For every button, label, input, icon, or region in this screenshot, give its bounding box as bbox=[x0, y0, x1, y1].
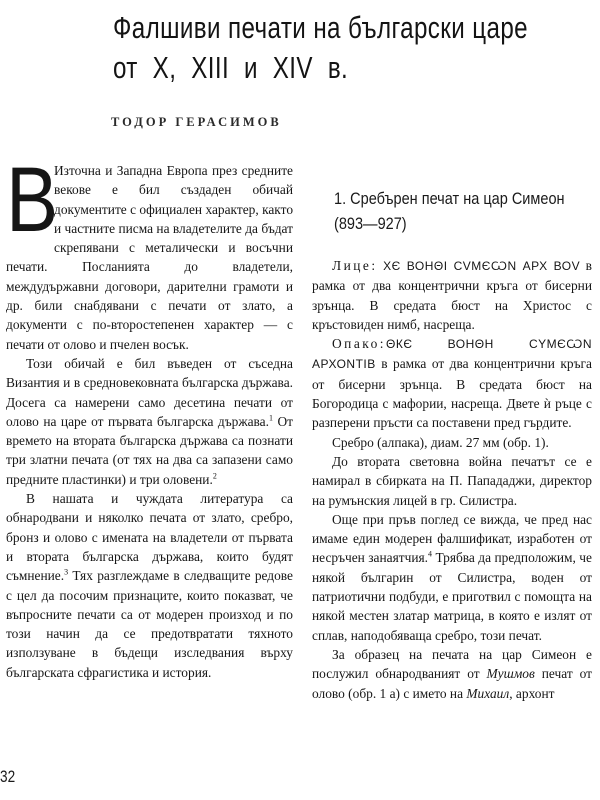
paragraph-forgery bbox=[312, 510, 592, 645]
footnote-ref: 3 bbox=[64, 567, 69, 577]
title-line-1: Фалшиви печати на български царе bbox=[113, 10, 529, 45]
footnote-ref: 1 bbox=[268, 413, 273, 423]
paragraph-history: До втората световна война печатът се е намирал в сбирката на П. Папададжи, директор на румънския лицей в гр. Силистра. bbox=[312, 453, 592, 508]
right-column bbox=[312, 256, 592, 703]
paragraph-text: печат от олово (обр. 1 а) с името на bbox=[312, 666, 592, 701]
section-heading-line-1: 1. Сребърен печат на цар Симеон bbox=[334, 190, 565, 208]
section-heading-line-2: (893—927) bbox=[334, 215, 407, 233]
person-reference: Михаил bbox=[466, 685, 510, 701]
page-number: 32 bbox=[0, 767, 16, 786]
paragraph-text: , архонт bbox=[509, 685, 555, 701]
paragraph-text: в рамка от два концентрични кръга от бисерни зрънца. В средата бюст на Христос с кръстовиден нимб, насреща. bbox=[312, 258, 592, 332]
obverse-label: Лице: bbox=[332, 258, 378, 273]
paragraph-text: Тях разглеждаме в следващите редове с цел да посочим признаците, които показват, че въпросните печати са от модерен произход и по този начин да се предотвратати тяхното използуване в бъдещи изследвания върху българската сфрагистика и история. bbox=[6, 568, 293, 680]
paragraph-text: В нашата и чуждата литература са обнародвани и няколко печата от злато, сребро, бронз и олово с имената на владетели от първата и втората българска държава, които будят съмнение. bbox=[6, 491, 293, 584]
paragraph-reverse bbox=[312, 334, 592, 432]
author-reference: Мушмов bbox=[486, 666, 535, 682]
footnote-ref: 4 bbox=[428, 549, 433, 559]
paragraph-text: За образец на печата на цар Симеон е послужил обнародваният от bbox=[312, 646, 592, 682]
paragraph-material: Сребро (алпака), диам. 27 мм (обр. 1). bbox=[332, 434, 549, 450]
article-title bbox=[113, 8, 550, 88]
author-name: ТОДОР ГЕРАСИМОВ bbox=[111, 115, 282, 129]
paragraph-intro bbox=[6, 149, 294, 354]
paragraph-text: Трябва да предположим, че някой българин от Силистра, воден от патриотични подбуди, е приготвил с помощта на някой местен златар матрица, в която е излят от сплав, наподобяваща сребро, този печат. bbox=[312, 550, 592, 643]
drop-cap: В bbox=[6, 149, 59, 251]
reverse-label: Опако: bbox=[332, 336, 387, 352]
paragraph-model bbox=[312, 645, 592, 703]
paragraph-text: Този обичай е бил въведен от съседна Византия и в средновековната българска държава. Досега са намерени само десетина печати от олово на царе от първата българска държава. bbox=[6, 355, 293, 429]
obverse-inscription: ХЄ ВОНΘІ СVΜЄѠΝ АРХ ВОV bbox=[383, 259, 581, 273]
paragraph-literature bbox=[6, 489, 293, 682]
paragraph-obverse bbox=[312, 256, 592, 334]
footnote-ref: 2 bbox=[212, 471, 217, 481]
section-heading bbox=[334, 187, 598, 237]
paragraph-text: в рамка от два концентрични кръга от бисерни зрънца. В средата бюст на Богородица с мафории, насреща. Двете ѝ ръце с разперени пръсти са поставени пред гърдите. bbox=[312, 356, 592, 431]
paragraph-text: От времето на втората българска държава са познати три златни печата (от тях на два са запазени само предните пластинки) и три оловени. bbox=[6, 413, 293, 487]
left-column bbox=[6, 149, 294, 682]
intro-text: Източна и Западна Европа през средните векове е бил създаден обичай документите с официален характер, както и частните писма на владетелите да бъдат скрепявани с металически и восъчни печати. Посланията до владетели, междудържавни договори, дарителни грамоти и др. били снабдявани с печати от злато, а документи с по-второстепенен характер — с печати от олово и пчелен восък. bbox=[6, 163, 294, 352]
paragraph-custom bbox=[6, 354, 293, 489]
title-line-2: от X, XIII и XIV в. bbox=[113, 50, 349, 85]
reverse-inscription: ΘКЄ ВОНΘΗ СΥΜЄѠΝ АРХОΝΤІВ bbox=[312, 337, 592, 372]
paragraph-text: Още при пръв поглед се вижда, че пред нас имаме един модерен фалшификат, изработен от несръчен занаятчия. bbox=[312, 511, 592, 566]
